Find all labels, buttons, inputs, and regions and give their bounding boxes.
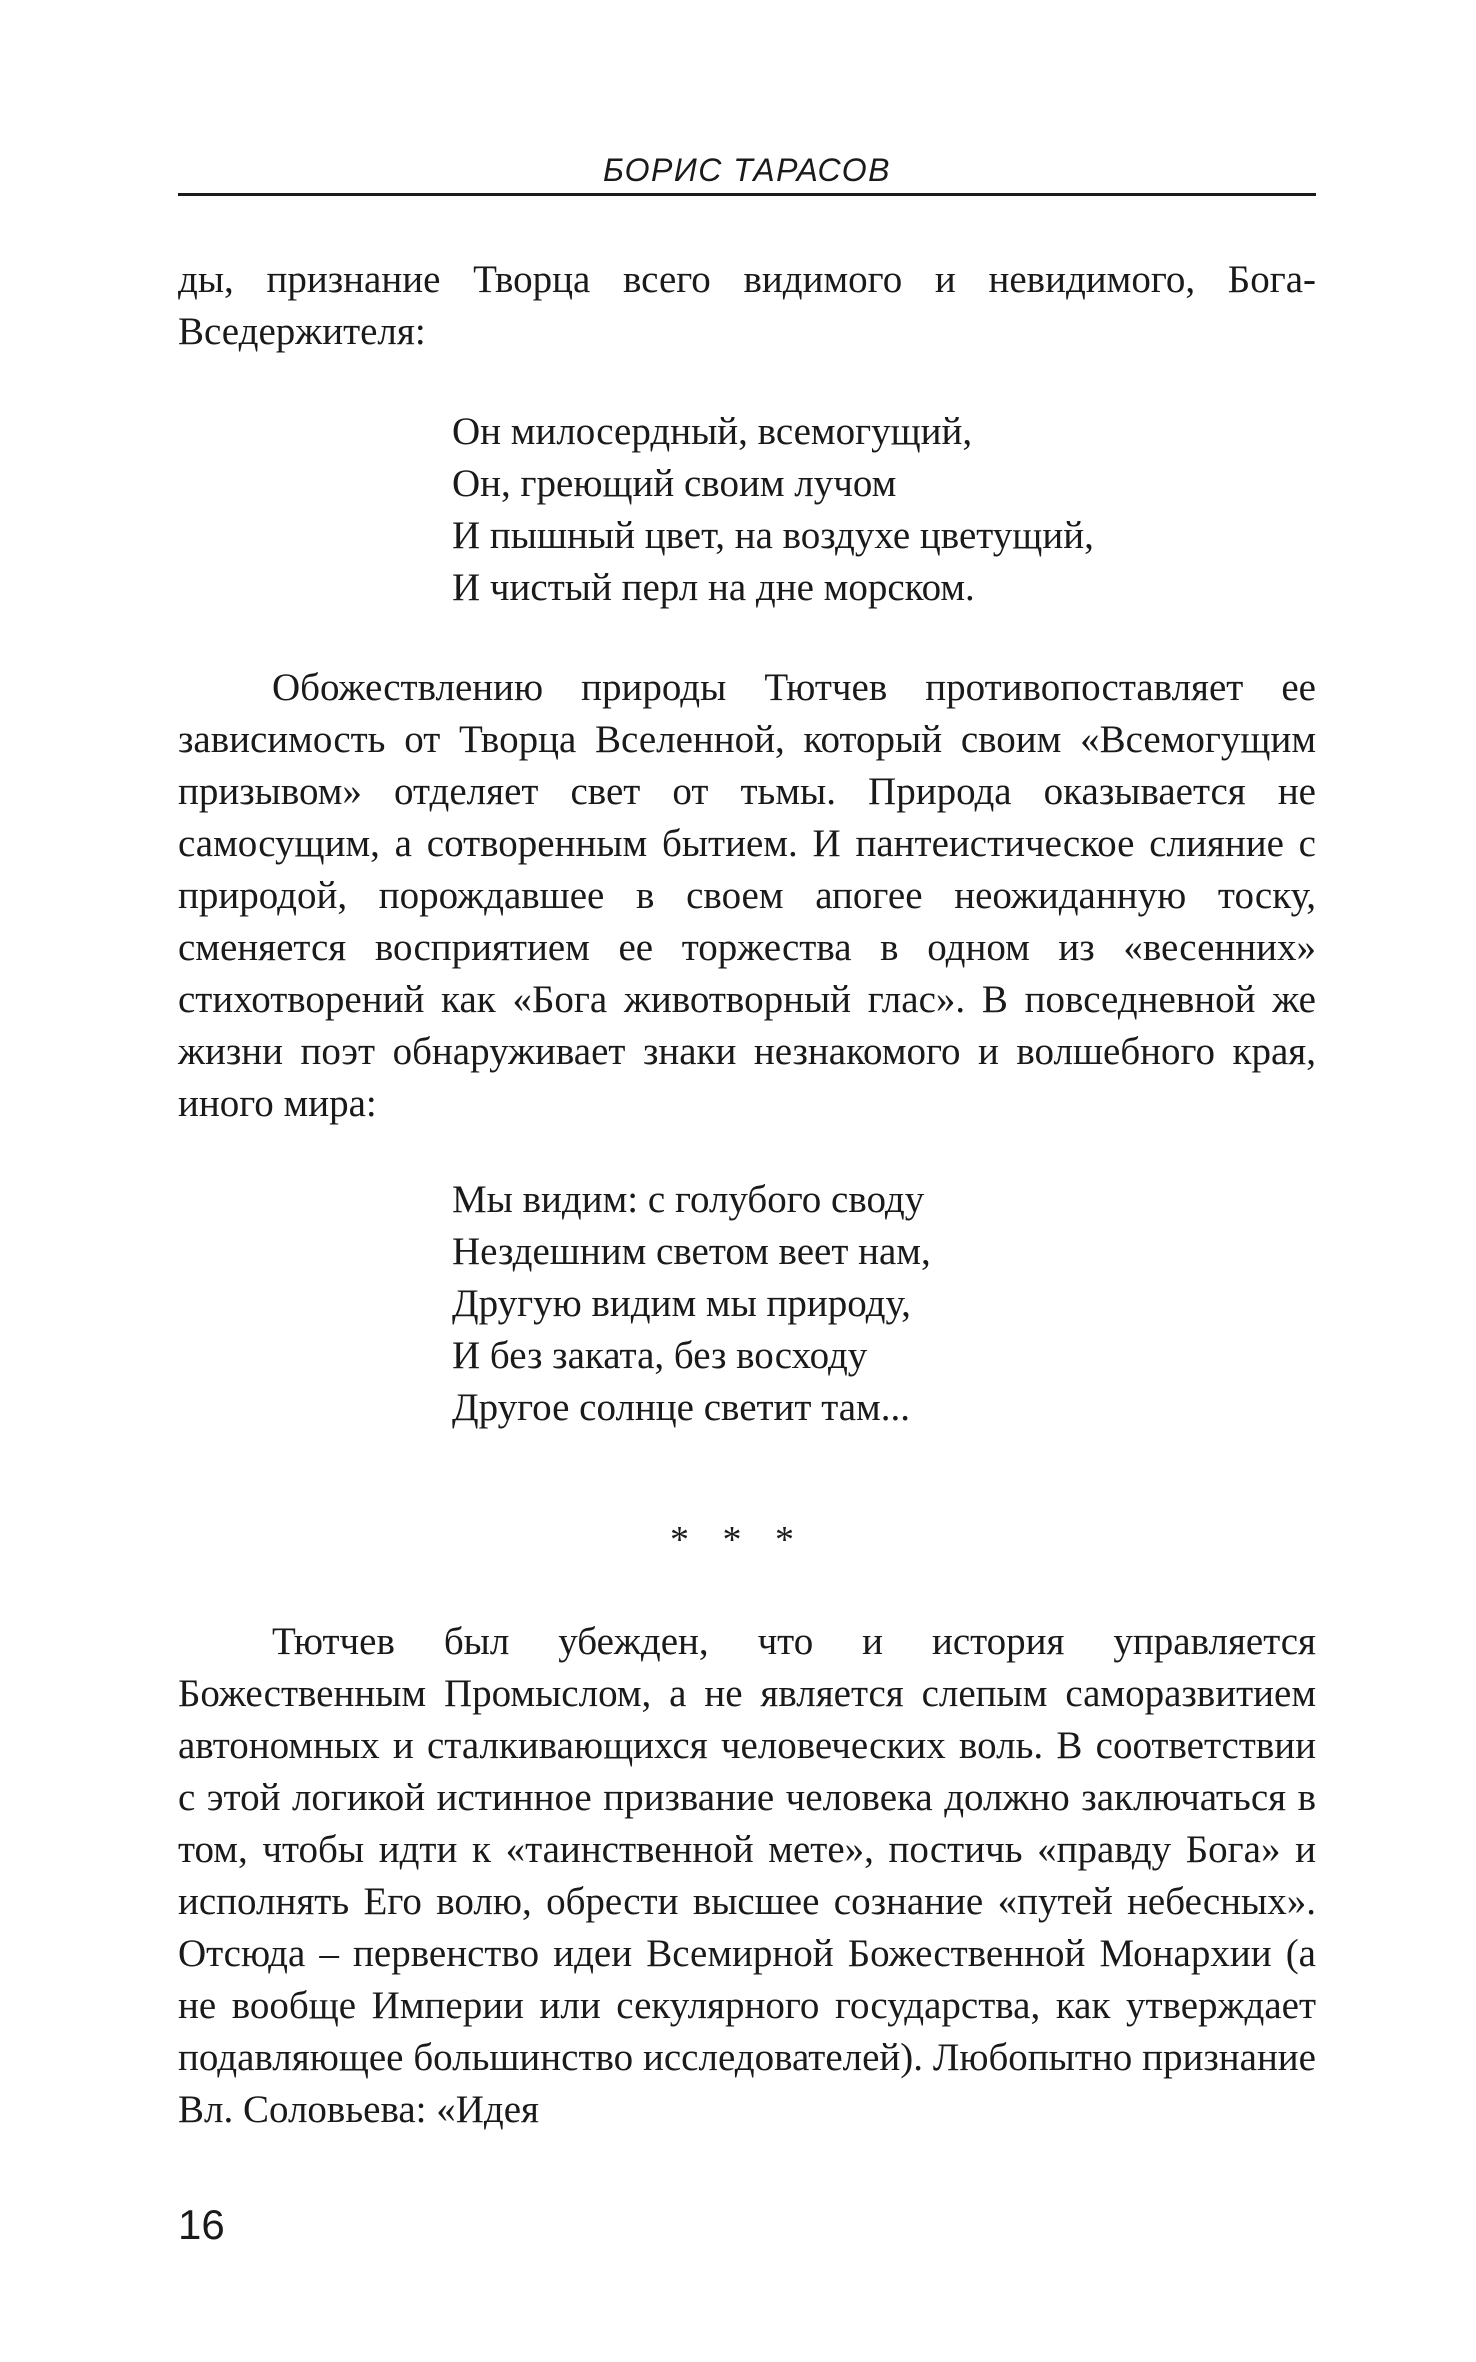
paragraph-history	[178, 1616, 1316, 2136]
verse-line: Мы видим: с голубого своду	[452, 1178, 925, 1221]
paragraph-continuation	[178, 254, 1316, 358]
verse-block-2	[452, 1174, 931, 1434]
paragraph-nature	[178, 662, 1316, 1130]
page-number: 16	[178, 2201, 225, 2248]
paragraph-2: Обожествлению природы Тютчев противопоставляет ее зависимость от Творца Вселенной, который своим «Всемогущим призывом» отделяет свет от тьмы. Природа оказывается не самосущим, а сотворенным бытием. И пантеистическое слияние с природой, порождавшее в своем апогее неожиданную тоску, сменяется восприятием ее торжества в одном из «весенних» стихотворений как «Бога животворный глас». В повседневной же жизни поэт обнаруживает знаки незнакомого и волшебного края, иного мира:	[178, 666, 1316, 1125]
paragraph-1: ды, признание Творца всего видимого и невидимого, Бога-Вседержителя:	[178, 258, 1316, 353]
verse-line: Другое солнце светит там...	[452, 1386, 910, 1429]
verse-line: Нездешним светом веет нам,	[452, 1230, 931, 1273]
verse-block-1	[452, 406, 1094, 614]
verse-line: И без заката, без восходу	[452, 1334, 868, 1377]
verse-line: Он, греющий своим лучом	[452, 462, 897, 505]
verse-line: Он милосердный, всемогущий,	[452, 410, 973, 453]
verse-line: Другую видим мы природу,	[452, 1282, 911, 1325]
header-rule	[178, 193, 1316, 196]
section-separator: * * *	[670, 1519, 806, 1561]
verse-line: И чистый перл на дне морском.	[452, 566, 975, 609]
paragraph-3: Тютчев был убежден, что и история управляется Божественным Промыслом, а не является слепым саморазвитием автономных и сталкивающихся человеческих воль. В соответствии с этой логикой истинное призвание человека должно заключаться в том, чтобы идти к «таинственной мете», постичь «правду Бога» и исполнять Его волю, обрести высшее сознание «путей небесных». Отсюда – первенство идеи Всемирной Божественной Монархии (а не вообще Империи или секулярного государства, как утверждает подавляющее большинство исследователей). Любопытно признание Вл. Соловьева: «Идея	[178, 1620, 1316, 2131]
verse-line: И пышный цвет, на воздухе цветущий,	[452, 514, 1094, 557]
running-head-author: БОРИС ТАРАСОВ	[603, 152, 891, 188]
